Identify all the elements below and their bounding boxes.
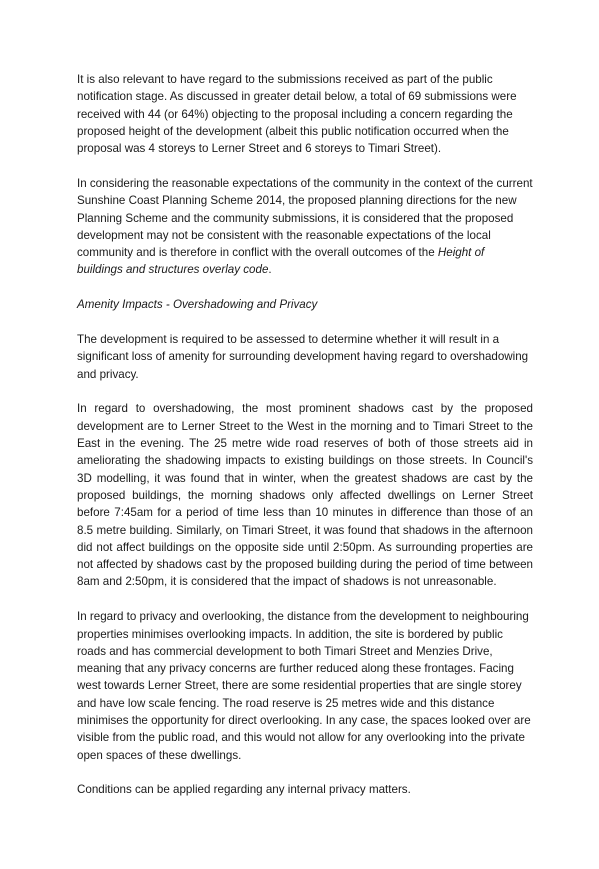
section-heading-amenity-impacts: Amenity Impacts - Overshadowing and Privacy xyxy=(77,298,318,312)
paragraph-overshadowing: In regard to overshadowing, the most prominent shadows cast by the proposed development are to Lerner Street to the West in the morning and to Timari Street to the East in the evening. The 25 metre wide road reserves of both of those streets aid in ameliorating the shadowing impacts to existing buildings on those streets. In Council's 3D modelling, it was found that in winter, when the greatest shadows are cast by the proposed buildings, the morning shadows only affected dwellings on Lerner Street before 7:45am for a period of time less than 10 minutes in difference than those of an 8.5 metre building. Similarly, on Timari Street, it was found that shadows in the afternoon did not affect buildings on the opposite side until 2:50pm. As surrounding properties are not affected by shadows cast by the proposed building during the period of time between 8am and 2:50pm, it is considered that the impact of shadows is not unreasonable. xyxy=(77,402,533,589)
paragraph-reasonable-expectations-text: In considering the reasonable expectations of the community in the context of the current Sunshine Coast Planning Scheme 2014, the proposed planning directions for the new Planning Scheme and the community submissions, it is considered that the proposed development may not be consistent with the reasonable expectations of the local community and is therefore in conflict with the overall outcomes of the xyxy=(77,176,533,260)
paragraph-privacy-overlooking: In regard to privacy and overlooking, the distance from the development to neighbouring properties minimises overlooking impacts. In addition, the site is bordered by public roads and has commercial development to both Timari Street and Menzies Drive, meaning that any privacy concerns are further reduced along these frontages. Facing west towards Lerner Street, there are some residential properties that are single storey and have low scale fencing. The road reserve is 25 metres wide and this distance minimises the opportunity for direct overlooking. In any case, the spaces looked over are visible from the public road, and this would not allow for any overlooking into the private open spaces of these dwellings. xyxy=(77,610,531,762)
overlay-code-title: Height of buildings and structures overlay code xyxy=(77,246,485,277)
paragraph-reasonable-expectations xyxy=(77,175,533,279)
document-page xyxy=(77,71,533,816)
paragraph-amenity-assessment: The development is required to be assessed to determine whether it will result in a significant loss of amenity for surrounding development having regard to overshadowing and privacy. xyxy=(77,333,529,381)
paragraph-conditions: Conditions can be applied regarding any internal privacy matters. xyxy=(77,783,411,797)
paragraph-reasonable-expectations-end: . xyxy=(268,263,272,277)
paragraph-submissions: It is also relevant to have regard to the submissions received as part of the public notification stage. As discussed in greater detail below, a total of 69 submissions were received with 44 (or 64%) objecting to the proposal including a concern regarding the proposed height of the development (albeit this public notification occurred when the proposal was 4 storeys to Lerner Street and 6 storeys to Timari Street). xyxy=(77,73,517,156)
